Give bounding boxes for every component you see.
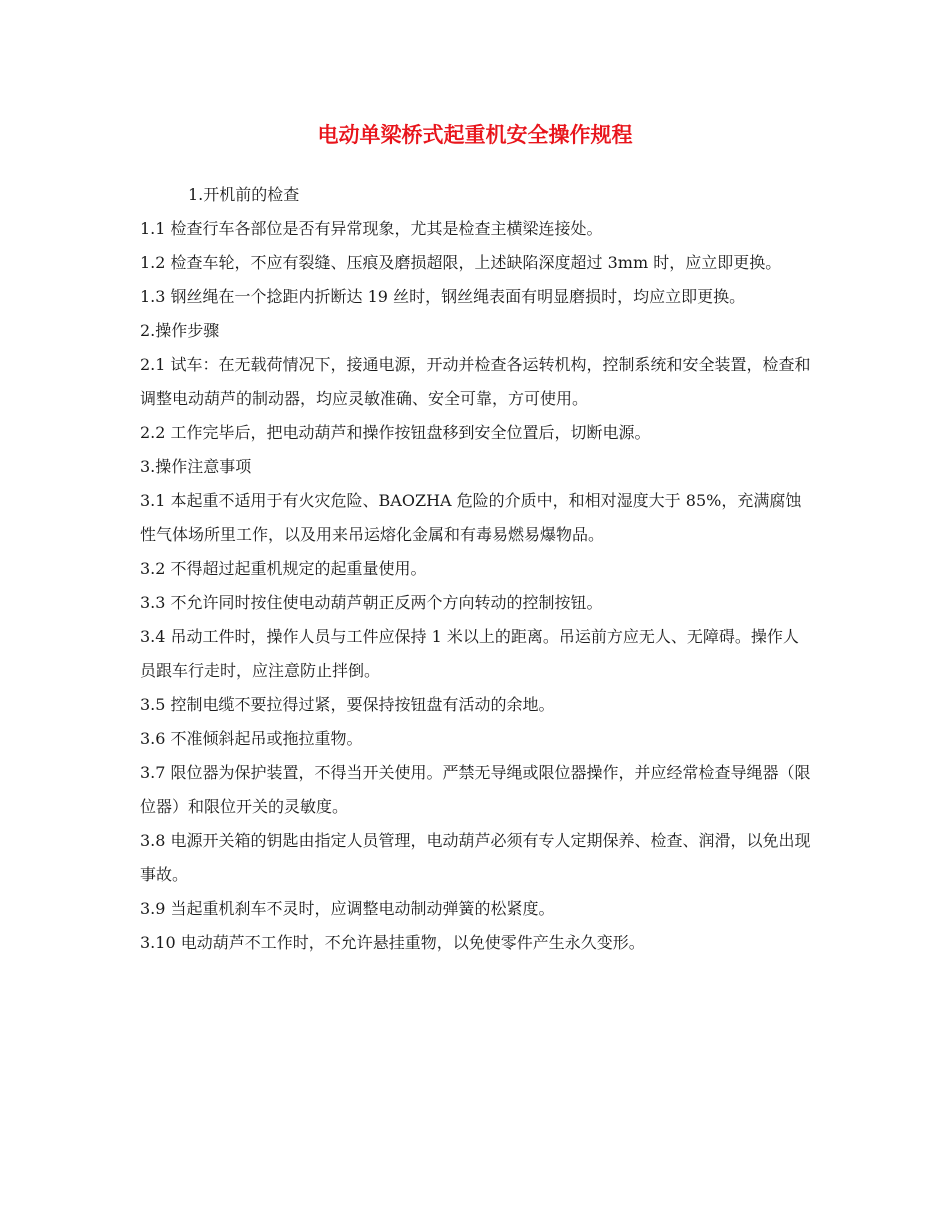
paragraph-3-4: 3.4 吊动工件时，操作人员与工件应保持 1 米以上的距离。吊运前方应无人、无障碍。操作人员跟车行走时，应注意防止拌倒。 <box>140 627 799 680</box>
paragraph-3-5: 3.5 控制电缆不要拉得过紧，要保持按钮盘有活动的余地。 <box>140 695 555 714</box>
paragraph-3-7: 3.7 限位器为保护装置，不得当开关使用。严禁无导绳或限位器操作，并应经常检查导绳器（限位器）和限位开关的灵敏度。 <box>140 763 811 816</box>
paragraph-3-1: 3.1 本起重不适用于有火灾危险、BAOZHA 危险的介质中，和相对湿度大于 85%，充满腐蚀性气体场所里工作，以及用来吊运熔化金属和有毒易燃易爆物品。 <box>140 491 802 544</box>
section-heading-3: 3.操作注意事项 <box>140 457 252 476</box>
section-heading-1: 1.开机前的检查 <box>188 185 300 204</box>
paragraph-3-9: 3.9 当起重机刹车不灵时，应调整电动制动弹簧的松紧度。 <box>140 899 555 918</box>
document-body <box>140 178 812 960</box>
paragraph-3-2: 3.2 不得超过起重机规定的起重量使用。 <box>140 559 427 578</box>
section-heading-2: 2.操作步骤 <box>140 321 220 340</box>
paragraph-1-1: 1.1 检查行车各部位是否有异常现象，尤其是检查主横梁连接处。 <box>140 219 603 238</box>
paragraph-2-1: 2.1 试车：在无载荷情况下，接通电源，开动并检查各运转机构，控制系统和安全装置，检查和调整电动葫芦的制动器，均应灵敏准确、安全可靠，方可使用。 <box>140 355 811 408</box>
paragraph-3-8: 3.8 电源开关箱的钥匙由指定人员管理，电动葫芦必须有专人定期保养、检查、润滑，以免出现事故。 <box>140 831 811 884</box>
paragraph-1-2: 1.2 检查车轮，不应有裂缝、压痕及磨损超限，上述缺陷深度超过 3mm 时，应立即更换。 <box>140 253 782 272</box>
paragraph-3-6: 3.6 不准倾斜起吊或拖拉重物。 <box>140 729 363 748</box>
paragraph-2-2: 2.2 工作完毕后，把电动葫芦和操作按钮盘移到安全位置后，切断电源。 <box>140 423 651 442</box>
paragraph-3-10: 3.10 电动葫芦不工作时，不允许悬挂重物，以免使零件产生永久变形。 <box>140 933 645 952</box>
document-title: 电动单梁桥式起重机安全操作规程 <box>317 122 633 147</box>
paragraph-1-3: 1.3 钢丝绳在一个捻距内折断达 19 丝时，钢丝绳表面有明显磨损时，均应立即更换。 <box>140 287 746 306</box>
paragraph-3-3: 3.3 不允许同时按住使电动葫芦朝正反两个方向转动的控制按钮。 <box>140 593 603 612</box>
